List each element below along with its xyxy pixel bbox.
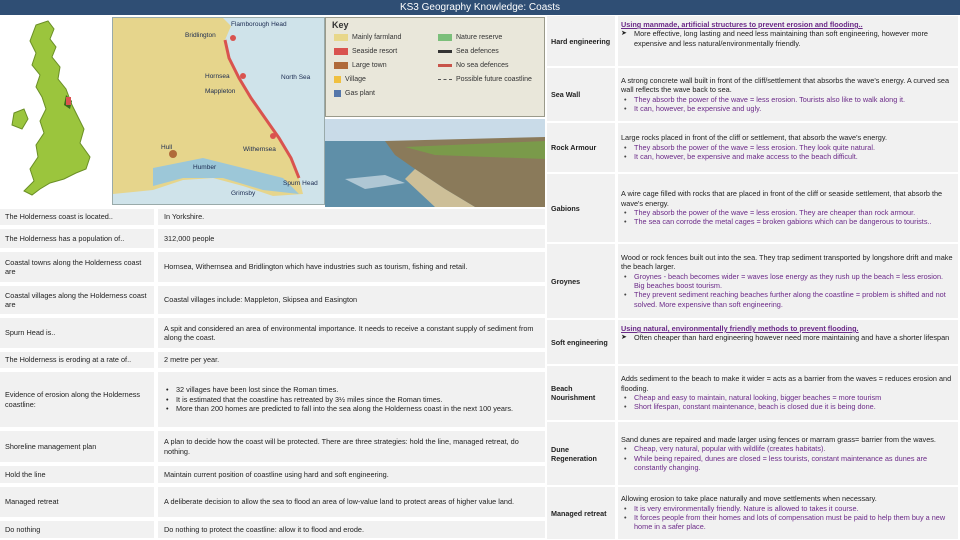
list-item: • Short lifespan, constant maintenance, beach is closed due it is being done.	[621, 402, 955, 411]
row-definition	[158, 372, 545, 427]
table-row	[0, 207, 545, 227]
row-term: Do nothing	[0, 521, 154, 538]
section-heading: Using natural, environmentally friendly methods to prevent flooding.	[621, 324, 859, 333]
list-item: • They prevent sediment reaching beaches further along the coastline = problem is shifted and not solved. More expensive than soft engineering.	[621, 290, 955, 309]
table-row	[0, 250, 545, 284]
map-label: Hornsea	[205, 73, 230, 80]
row-definition: A strong concrete wall built in front of the cliff/settlement that absorbs the wave's energy. A curved sea wall reflects the wave back to sea. • They absorb the power of the wave = less erosion. Tourists also like to walk along it. • It can, however, be expensive and ugly.	[618, 68, 958, 121]
swatch	[334, 90, 341, 97]
row-term: Dune Regeneration	[547, 422, 615, 485]
list-item: • It can, however, be expensive and ugly.	[621, 104, 955, 113]
list-item: • While being repaired, dunes are closed = less tourists, constant maintenance as dunes are constantly changing.	[621, 454, 955, 473]
row-term: Managed retreat	[0, 487, 154, 517]
map-label: Humber	[193, 164, 217, 171]
key-item: Gas plant	[334, 90, 375, 97]
list-item: • Cheap and easy to maintain, natural looking, bigger beaches = more tourism	[621, 393, 955, 402]
swatch	[334, 76, 341, 83]
coast-map-drawing	[113, 18, 325, 205]
table-row	[0, 370, 545, 429]
key-item: Nature reserve	[438, 34, 502, 41]
map-label: Withernsea	[243, 146, 276, 153]
key-item: Village	[334, 76, 366, 83]
row-term: Managed retreat	[547, 487, 615, 539]
row-term: The Holderness has a population of..	[0, 229, 154, 248]
row-term: Rock Armour	[547, 123, 615, 172]
eroding-cliff-photo	[325, 119, 545, 207]
swatch	[438, 64, 452, 67]
key-item: Large town	[334, 62, 387, 69]
uk-map-image	[6, 17, 106, 207]
table-row	[0, 227, 545, 250]
row-term: Shoreline management plan	[0, 431, 154, 462]
key-item: Seaside resort	[334, 48, 397, 55]
coastal-management-panel	[545, 15, 960, 540]
swatch	[438, 50, 452, 53]
row-term: Hard engineering	[547, 16, 615, 66]
table-row	[545, 365, 960, 421]
row-term: Coastal villages along the Holderness coast are	[0, 286, 154, 314]
row-term: Coastal towns along the Holderness coast are	[0, 252, 154, 282]
row-definition	[618, 16, 958, 66]
row-definition: Maintain current position of coastline using hard and soft engineering.	[158, 466, 545, 483]
key-item: No sea defences	[438, 62, 509, 69]
map-label: Grimsby	[231, 190, 256, 197]
map-key	[325, 17, 545, 117]
table-row	[545, 15, 960, 67]
key-title: Key	[332, 20, 349, 30]
table-row	[545, 173, 960, 243]
summary-line: ➤ Often cheaper than hard engineering however need more maintaining and have a shorter lifespan	[621, 333, 955, 342]
table-row	[545, 319, 960, 365]
row-term: Evidence of erosion along the Holderness coastline:	[0, 372, 154, 427]
table-row	[545, 243, 960, 319]
row-definition	[618, 320, 958, 364]
row-term: Sea Wall	[547, 68, 615, 121]
table-row	[0, 519, 545, 540]
list-item: • It is estimated that the coastline has retreated by 3½ miles since the Roman times.	[164, 395, 539, 404]
table-row	[0, 485, 545, 519]
row-definition: A deliberate decision to allow the sea to flood an area of low-value land to protect areas of higher value land.	[158, 487, 545, 517]
list-item: • It can, however, be expensive and make access to the beach difficult.	[621, 152, 955, 161]
list-item: • The sea can corrode the metal cages = broken gabions which can be dangerous to tourists..	[621, 217, 955, 226]
summary-line: ➤ More effective, long lasting and need less maintaining than soft engineering, however more expensive and less natural/environmentally friendly.	[621, 29, 955, 48]
row-definition: Allowing erosion to take place naturally and move settlements when necessary. • It is very environmentally friendly. Nature is allowed to takes it course. • It forces people from their homes and lots of compensation must be paid to help them buy a new home in a safer place.	[618, 487, 958, 539]
row-definition: 2 metre per year.	[158, 352, 545, 368]
map-label: Spurn Head	[283, 180, 318, 187]
row-term: The Holderness is eroding at a rate of..	[0, 352, 154, 368]
map-label: Bridlington	[185, 32, 216, 39]
map-label: Mappleton	[205, 88, 236, 95]
list-item: • They absorb the power of the wave = less erosion. They are cheaper than rock armour.	[621, 208, 955, 217]
list-item: • They absorb the power of the wave = less erosion. They look quite natural.	[621, 143, 955, 152]
swatch	[334, 62, 348, 69]
list-item: • Groynes - beach becomes wider = waves lose energy as they rush up the beach = less erosion. Big beaches boost tourism.	[621, 272, 955, 291]
page-title: KS3 Geography Knowledge: Coasts	[0, 0, 960, 15]
row-definition: Sand dunes are repaired and made larger using fences or marram grass= barrier from the waves. • Cheap, very natural, popular with wildlife (creates habitats). • While being repaired, dunes are closed = less tourists, constant maintenance as dunes are constantly changing.	[618, 422, 958, 485]
row-definition: A plan to decide how the coast will be protected. There are three strategies: hold the line, managed retreat, do nothing.	[158, 431, 545, 462]
row-definition: Hornsea, Withernsea and Bridlington which have industries such as tourism, fishing and retail.	[158, 252, 545, 282]
swatch	[334, 48, 348, 55]
row-term: Soft engineering	[547, 320, 615, 364]
table-row	[0, 429, 545, 464]
row-term: Spurn Head is..	[0, 318, 154, 348]
key-item: Sea defences	[438, 48, 499, 55]
key-item: Possible future coastline	[438, 76, 532, 83]
map-label: North Sea	[281, 74, 311, 81]
list-item: • It forces people from their homes and lots of compensation must be paid to help them buy a new home in a safer place.	[621, 513, 955, 532]
row-definition: 312,000 people	[158, 229, 545, 248]
swatch	[438, 79, 452, 80]
row-definition: Do nothing to protect the coastline: allow it to flood and erode.	[158, 521, 545, 538]
row-definition: Adds sediment to the beach to make it wider = acts as a barrier from the waves = reduces erosion and flooding. • Cheap and easy to maintain, natural looking, bigger beaches = more tourism • Short lifespan, constant maintenance, beach is closed due it is being done.	[618, 366, 958, 420]
map-label: Flamborough Head	[231, 21, 287, 28]
swatch	[334, 34, 348, 41]
list-item: • 32 villages have been lost since the Roman times.	[164, 385, 539, 394]
row-definition: Large rocks placed in front of the cliff or settlement, that absorb the wave's energy. • They absorb the power of the wave = less erosion. They look quite natural. • It can, however, be expensive and make access to the beach difficult.	[618, 123, 958, 172]
row-definition: In Yorkshire.	[158, 209, 545, 225]
list-item: • Cheap, very natural, popular with wildlife (creates habitats).	[621, 444, 955, 453]
list-item: • More than 200 homes are predicted to fall into the sea along the Holderness coast in the next 100 years.	[164, 404, 539, 413]
row-definition: Coastal villages include: Mappleton, Skipsea and Easington	[158, 286, 545, 314]
row-term: The Holderness coast is located..	[0, 209, 154, 225]
table-row	[545, 67, 960, 122]
map-label: Hull	[161, 144, 173, 151]
list-item: • They absorb the power of the wave = less erosion. Tourists also like to walk along it.	[621, 95, 955, 104]
key-item: Mainly farmland	[334, 34, 401, 41]
section-heading: Using manmade, artificial structures to prevent erosion and flooding..	[621, 20, 863, 29]
row-term: Groynes	[547, 244, 615, 318]
table-row	[0, 350, 545, 370]
swatch	[438, 34, 452, 41]
row-term: Gabions	[547, 174, 615, 242]
table-row	[0, 316, 545, 350]
map-panel	[0, 15, 545, 207]
holderness-coast-map	[112, 17, 325, 205]
table-row	[545, 122, 960, 173]
row-definition: A spit and considered an area of environmental importance. It needs to receive a constant supply of sediment from along the coast.	[158, 318, 545, 348]
table-row	[0, 464, 545, 485]
row-definition: A wire cage filled with rocks that are placed in front of the cliff or seaside settlement, that absorb the wave's energy. • They absorb the power of the wave = less erosion. They are cheaper than rock armour. • The sea can corrode the metal cages = broken gabions which can be dangerous to tourists..	[618, 174, 958, 242]
table-row	[545, 421, 960, 486]
row-term: Beach Nourishment	[547, 366, 615, 420]
table-row	[0, 284, 545, 316]
row-term: Hold the line	[0, 466, 154, 483]
row-definition: Wood or rock fences built out into the sea. They trap sediment transported by longshore drift and make the beach larger. • Groynes - beach becomes wider = waves lose energy as they rush up the beach = less erosion. Big beaches boost tourism. • They prevent sediment reaching beaches further along the coastline = problem is shifted and not solved. More expensive than soft engineering.	[618, 244, 958, 318]
list-item: • It is very environmentally friendly. Nature is allowed to takes it course.	[621, 504, 955, 513]
table-row	[545, 486, 960, 540]
